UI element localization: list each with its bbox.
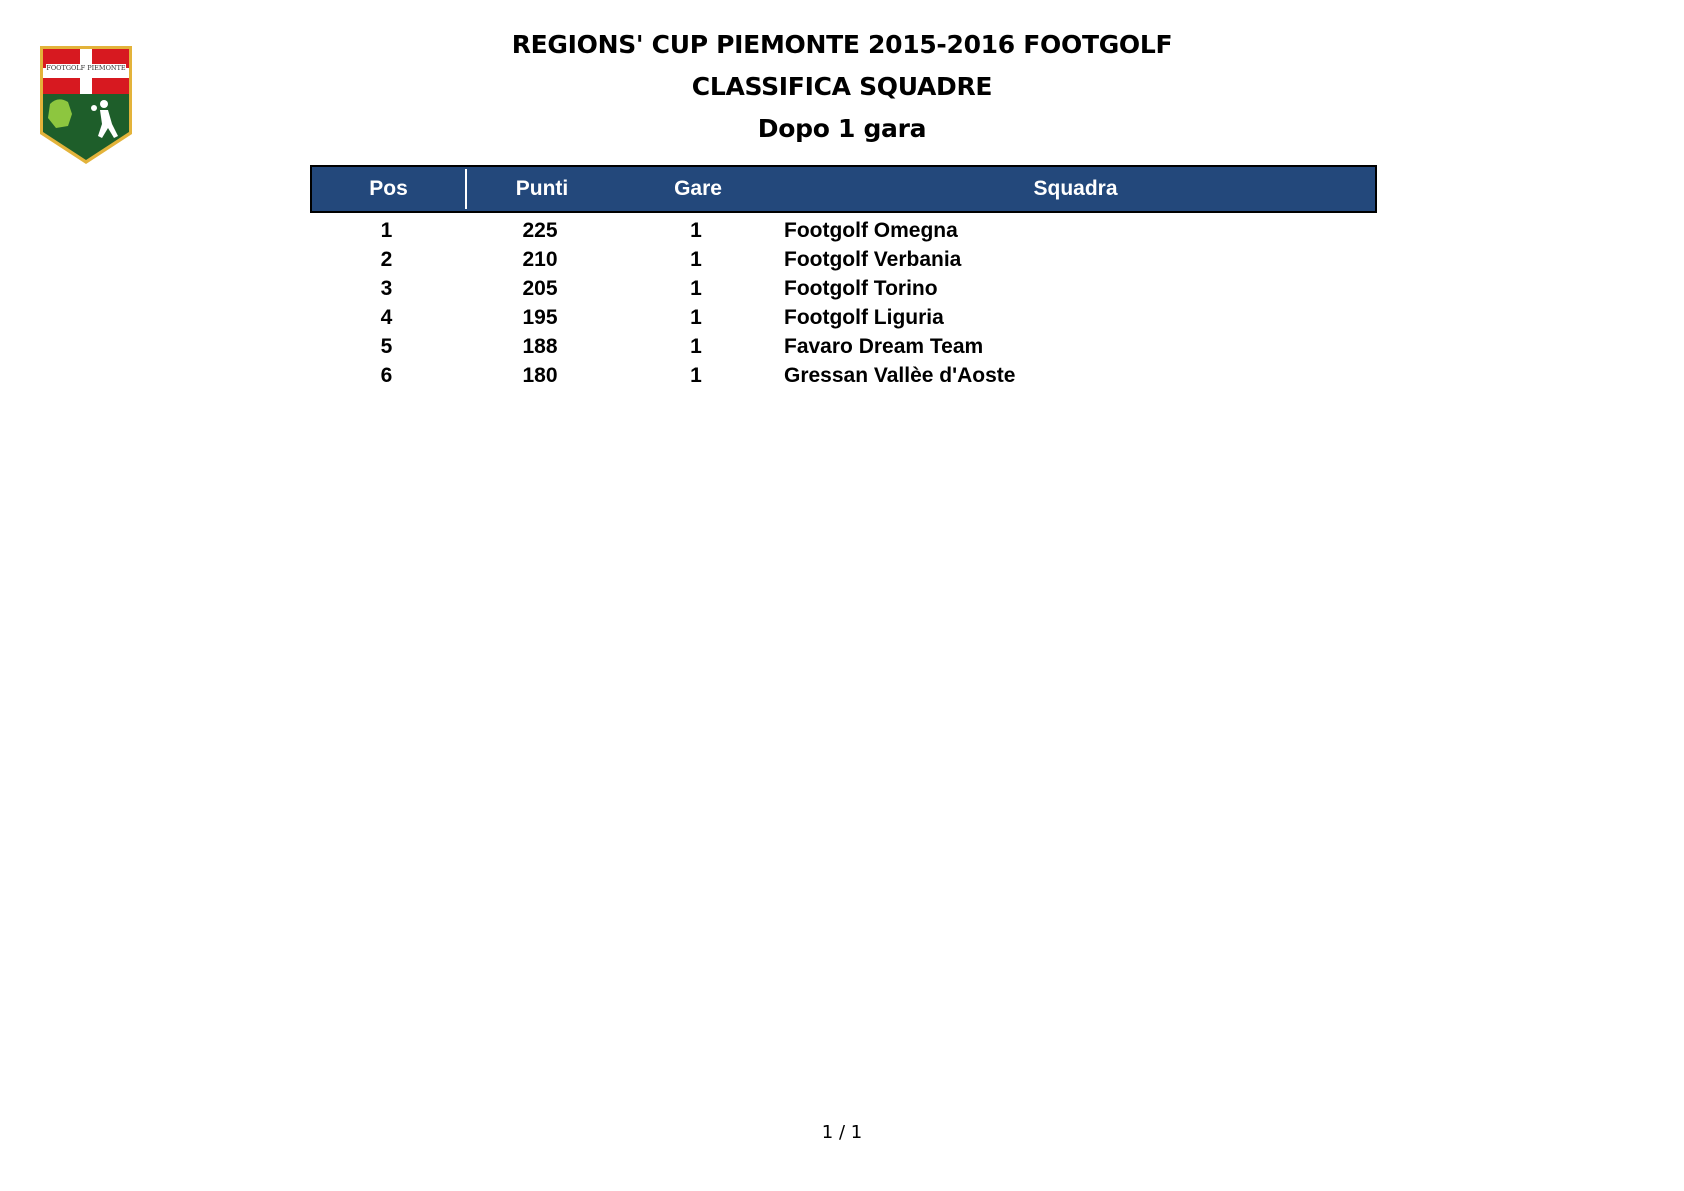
page-number: 1 / 1 [821, 1122, 863, 1143]
cell-punti: 195 [522, 306, 558, 329]
table-header [310, 165, 1377, 213]
standings-table [310, 165, 1377, 390]
cell-pos: 3 [380, 277, 393, 300]
cell-gare: 1 [690, 219, 702, 242]
table-row [310, 303, 1377, 332]
page-subtitle: CLASSIFICA SQUADRE [691, 72, 993, 101]
page-title: REGIONS' CUP PIEMONTE 2015-2016 FOOTGOLF [511, 30, 1173, 59]
svg-text:FOOTGOLF PIEMONTE: FOOTGOLF PIEMONTE [46, 64, 126, 72]
cell-gare: 1 [690, 335, 702, 358]
cell-squadra: Footgolf Liguria [784, 306, 944, 329]
table-row [310, 245, 1377, 274]
cell-gare: 1 [690, 306, 702, 329]
table-row [310, 332, 1377, 361]
cell-pos: 4 [380, 306, 393, 329]
cell-squadra: Footgolf Torino [784, 277, 938, 300]
cell-pos: 6 [380, 364, 393, 387]
cell-squadra: Footgolf Verbania [784, 248, 962, 271]
column-header-squadra: Squadra [1033, 177, 1118, 200]
page-note: Dopo 1 gara [757, 114, 927, 143]
cell-gare: 1 [690, 277, 702, 300]
table-row [310, 216, 1377, 245]
cell-punti: 205 [522, 277, 558, 300]
cell-pos: 2 [380, 248, 393, 271]
cell-gare: 1 [690, 248, 702, 271]
table-row [310, 361, 1377, 390]
cell-squadra: Footgolf Omegna [784, 219, 958, 242]
cell-pos: 5 [380, 335, 393, 358]
cell-punti: 188 [522, 335, 558, 358]
column-header-gare: Gare [674, 177, 722, 200]
cell-gare: 1 [690, 364, 702, 387]
column-header-pos: Pos [369, 177, 408, 200]
table-body [310, 216, 1377, 390]
cell-punti: 225 [522, 219, 558, 242]
footgolf-piemonte-logo [38, 44, 134, 166]
cell-squadra: Favaro Dream Team [784, 335, 984, 358]
table-row [310, 274, 1377, 303]
cell-punti: 180 [522, 364, 558, 387]
column-header-punti: Punti [515, 177, 569, 200]
cell-punti: 210 [522, 248, 558, 271]
cell-squadra: Gressan Vallèe d'Aoste [784, 364, 1016, 387]
cell-pos: 1 [380, 219, 393, 242]
